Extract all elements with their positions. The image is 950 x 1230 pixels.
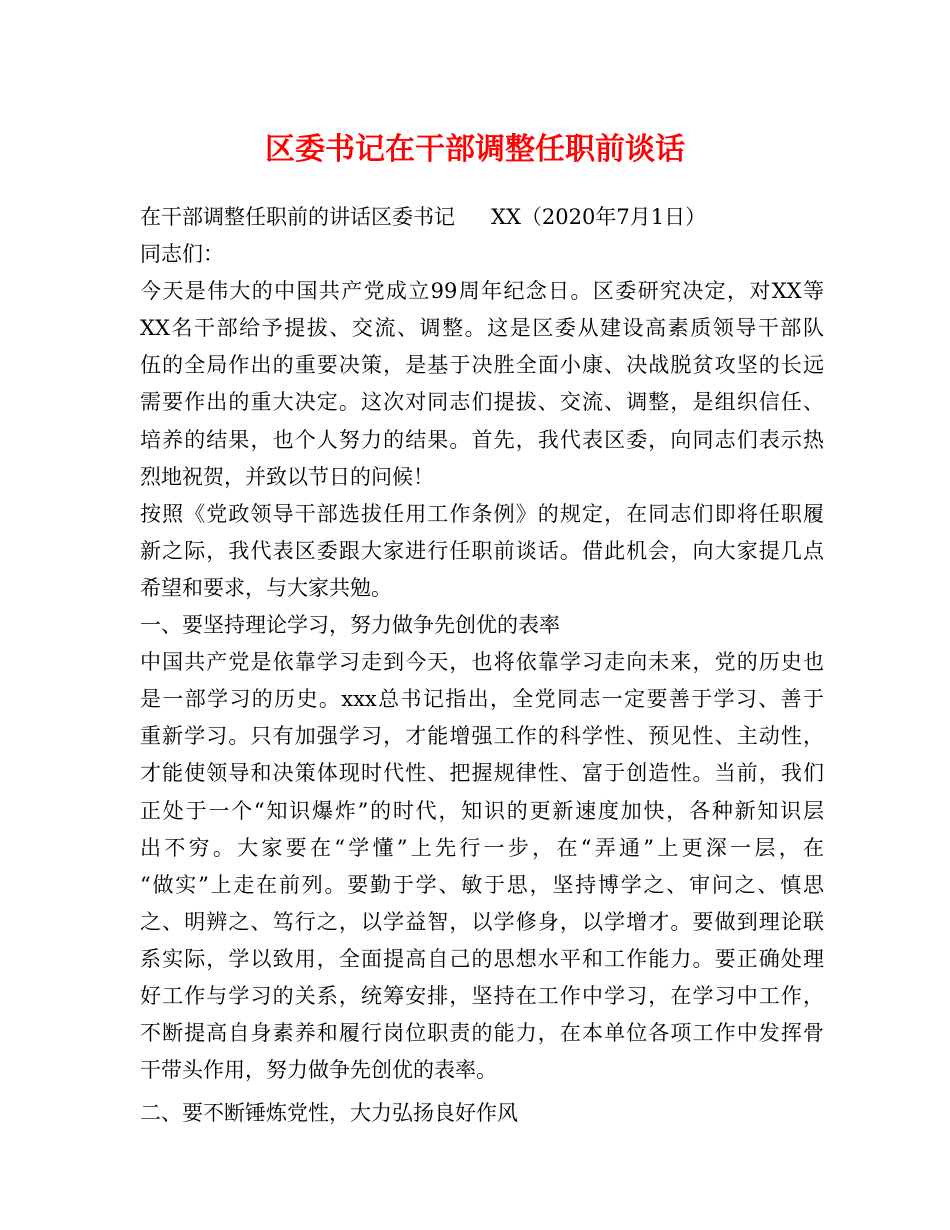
body-line: 重新学习。只有加强学习，才能增强工作的科学性、预见性、主动性， — [140, 724, 824, 749]
body-lines — [140, 236, 824, 1132]
body-line: 伍的全局作出的重要决策，是基于决胜全面小康、决战脱贫攻坚的长远 — [140, 353, 824, 378]
body-line: 正处于一个“知识爆炸”的时代，知识的更新速度加快，各种新知识层 — [140, 798, 824, 823]
body-line: 二、要不断锤炼党性，大力弘扬良好作风 — [140, 1101, 518, 1126]
body-line: 出不穷。大家要在“学懂”上先行一步，在“弄通”上更深一层，在 — [140, 835, 824, 860]
body-line: 干带头作用，努力做争先创优的表率。 — [140, 1058, 497, 1083]
body-line: 才能使领导和决策体现时代性、把握规律性、富于创造性。当前，我们 — [140, 761, 824, 786]
body-line: 不断提高自身素养和履行岗位职责的能力，在本单位各项工作中发挥骨 — [140, 1021, 824, 1046]
body-line: 新之际，我代表区委跟大家进行任职前谈话。借此机会，向大家提几点 — [140, 538, 824, 563]
body-line: 好工作与学习的关系，统筹安排，坚持在工作中学习，在学习中工作， — [140, 983, 824, 1008]
body-line: 培养的结果，也个人努力的结果。首先，我代表区委，向同志们表示热 — [140, 427, 824, 452]
body-line: “做实”上走在前列。要勤于学、敏于思，坚持博学之、审问之、慎思 — [140, 872, 824, 897]
body-line: XX名干部给予提拔、交流、调整。这是区委从建设高素质领导干部队 — [140, 316, 824, 341]
body-line: 今天是伟大的中国共产党成立99周年纪念日。区委研究决定，对XX等 — [140, 279, 824, 304]
header-line-left: 在干部调整任职前的讲话区委书记 — [140, 205, 455, 229]
body-line: 需要作出的重大决定。这次对同志们提拔、交流、调整，是组织信任、 — [140, 390, 824, 415]
document-body — [140, 199, 824, 1132]
body-line: 按照《党政领导干部选拔任用工作条例》的规定，在同志们即将任职履 — [140, 501, 824, 526]
document-title: 区委书记在干部调整任职前谈话 — [265, 132, 685, 167]
header-line — [140, 199, 824, 236]
body-line: 烈地祝贺，并致以节日的问候！ — [140, 464, 434, 489]
body-line: 同志们： — [140, 242, 224, 267]
body-line: 之、明辨之、笃行之，以学益智，以学修身，以学增才。要做到理论联 — [140, 909, 824, 934]
body-line: 一、要坚持理论学习，努力做争先创优的表率 — [140, 613, 560, 638]
body-line: 是一部学习的历史。xxx总书记指出，全党同志一定要善于学习、善于 — [140, 687, 824, 712]
header-line-right: XX（2020年7月1日） — [491, 205, 707, 229]
body-line: 系实际，学以致用，全面提高自己的思想水平和工作能力。要正确处理 — [140, 946, 824, 971]
body-line: 中国共产党是依靠学习走到今天，也将依靠学习走向未来，党的历史也 — [140, 650, 824, 675]
body-line: 希望和要求，与大家共勉。 — [140, 575, 392, 600]
